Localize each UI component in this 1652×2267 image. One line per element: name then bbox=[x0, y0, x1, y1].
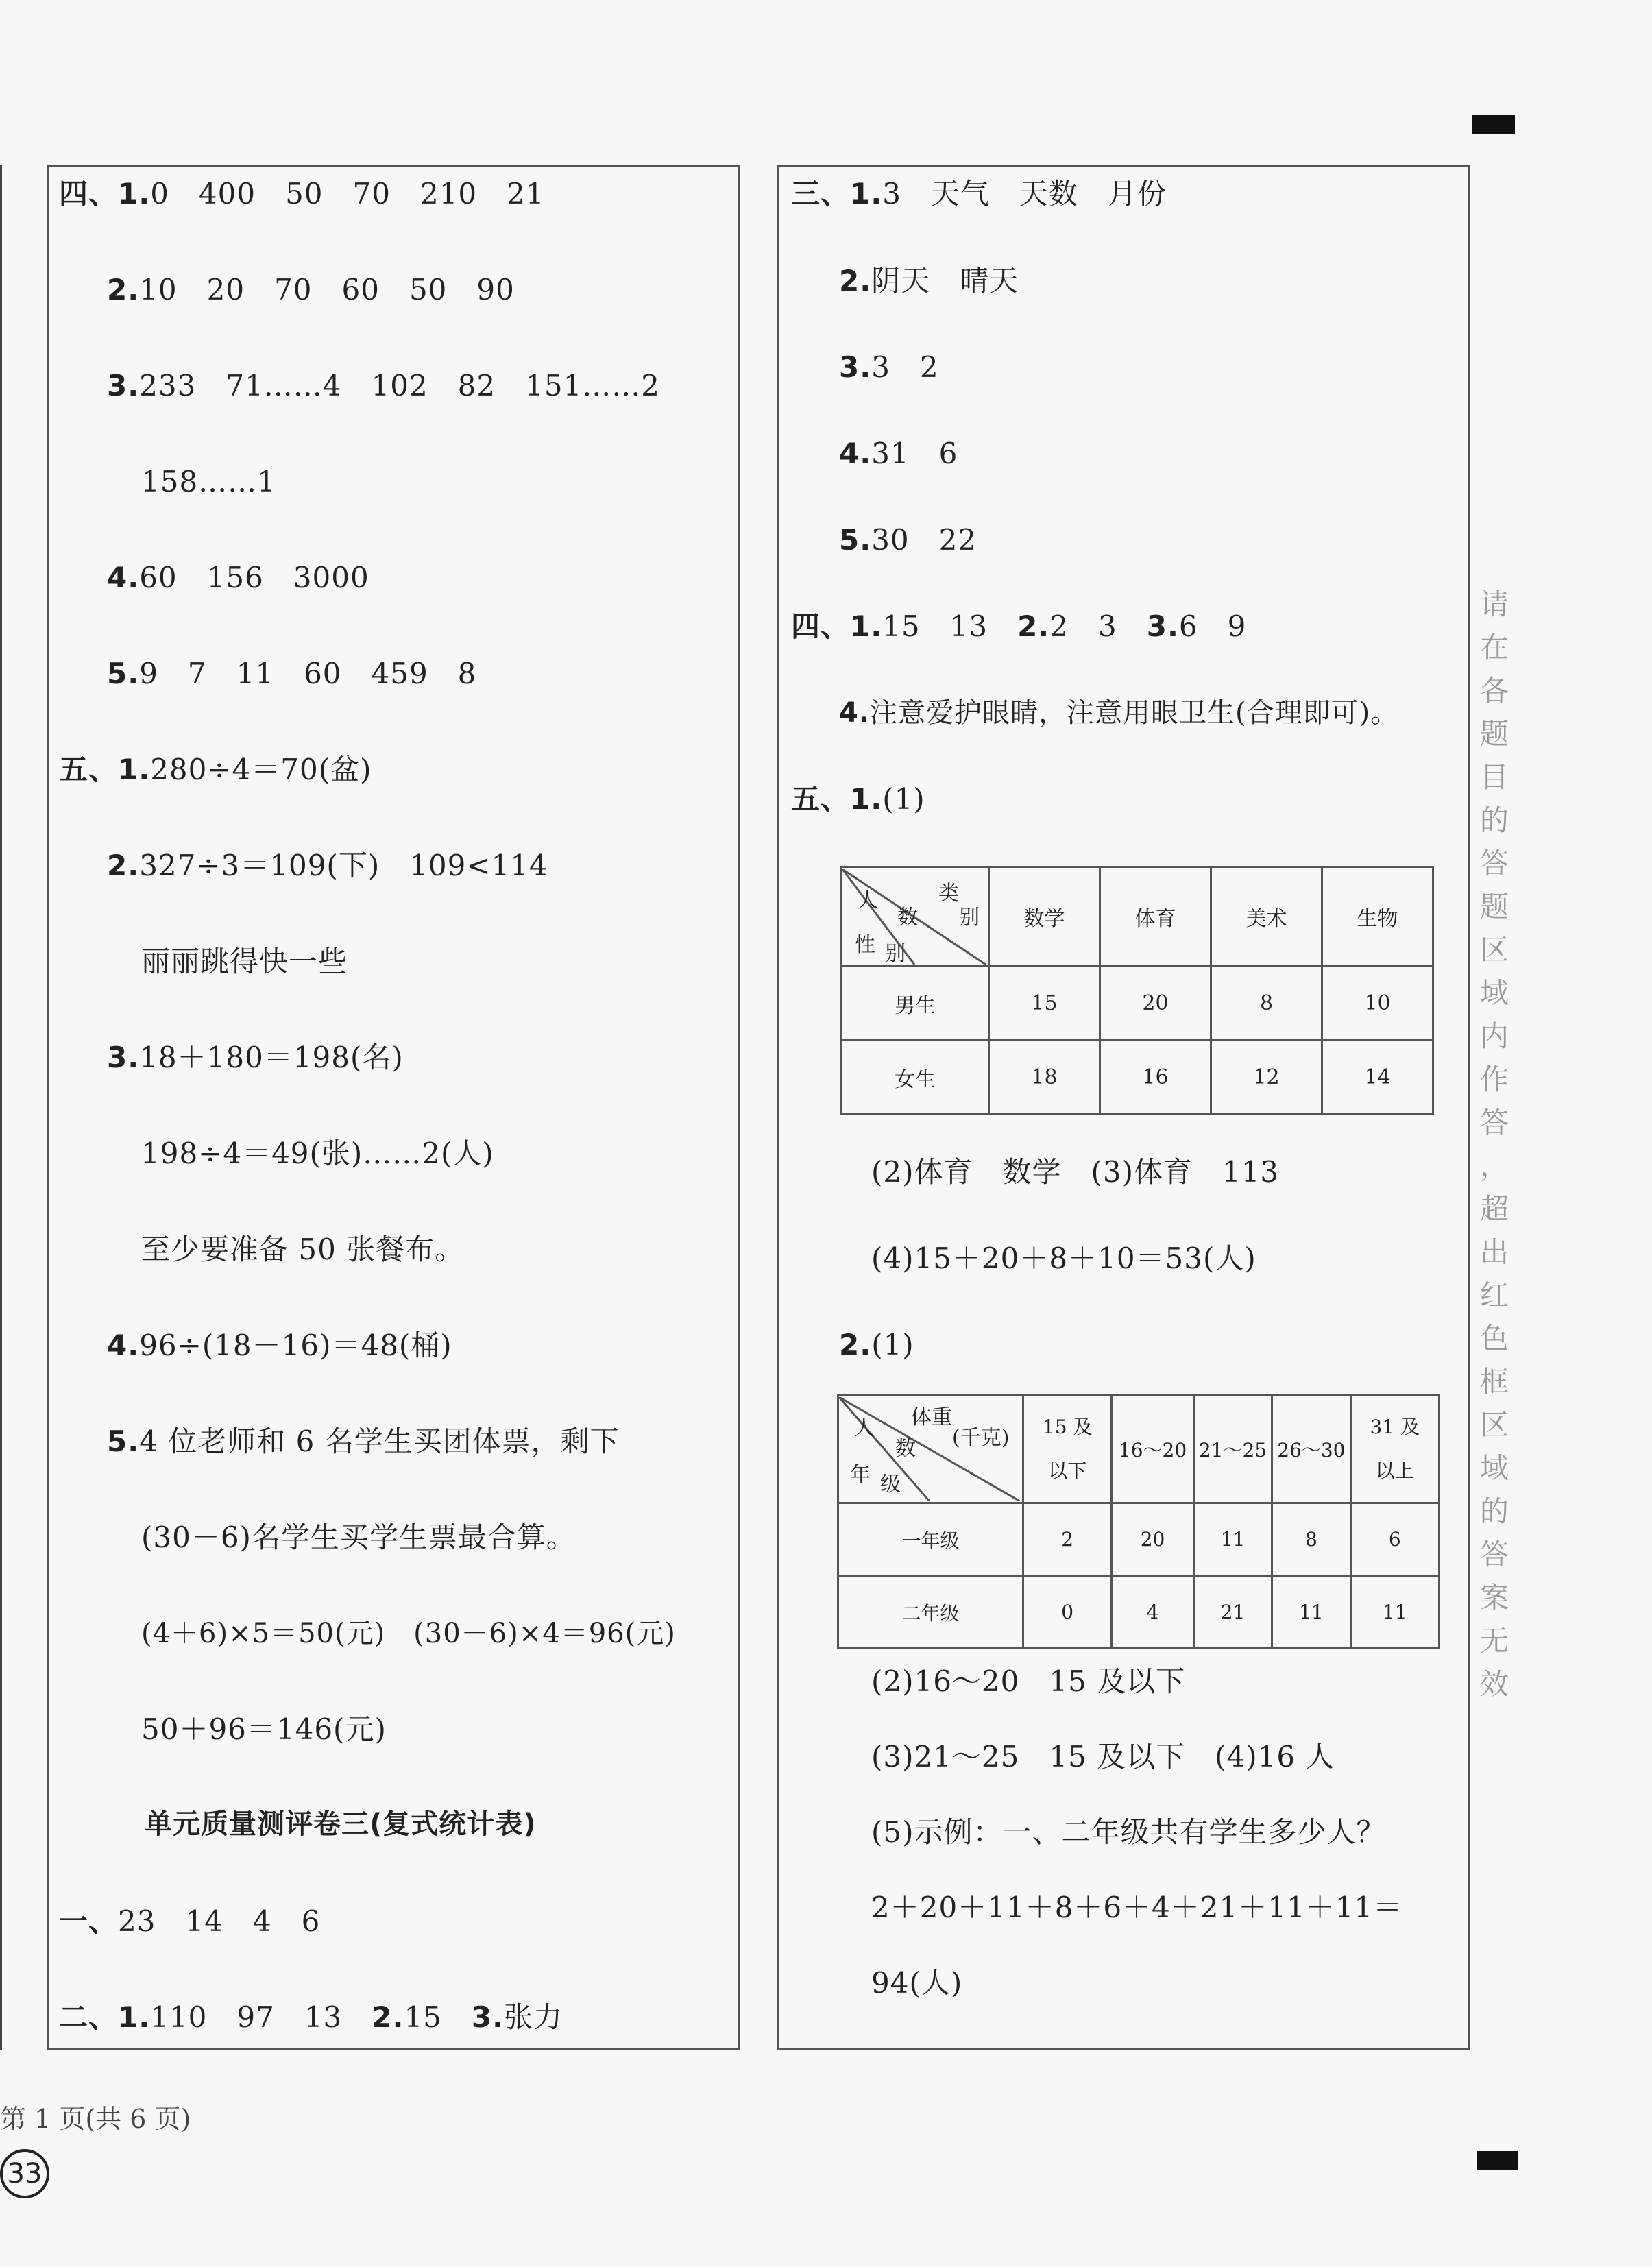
answer-line: (2)体育 数学 (3)体育 113 bbox=[871, 1155, 1280, 1189]
table-row: 男生 15 20 8 10 bbox=[842, 967, 1433, 1041]
answer-line: 四、1.15 13 2.2 3 3.6 9 bbox=[791, 609, 1247, 643]
table-row: 一年级 2 20 11 8 6 bbox=[838, 1503, 1440, 1576]
page-number-badge: 33 bbox=[0, 2149, 49, 2198]
answer-line: 5.4 位老师和 6 名学生买团体票，剩下 bbox=[107, 1425, 620, 1458]
answer-line: 2.327÷3＝109(下) 109<114 bbox=[107, 849, 548, 882]
answer-line: 一、23 14 4 6 bbox=[59, 1904, 321, 1938]
stats-table-subjects bbox=[840, 866, 1434, 1115]
answer-line: 五、1.280÷4＝70(盆) bbox=[59, 753, 372, 786]
answer-line: 3.18＋180＝198(名) bbox=[107, 1041, 404, 1074]
answer-line: 4.31 6 bbox=[839, 437, 958, 470]
answer-line: 94(人) bbox=[871, 1966, 963, 2000]
page-indicator: 第 1 页(共 6 页) bbox=[0, 2104, 191, 2134]
table-header: 生物 bbox=[1322, 867, 1433, 967]
answer-line: (2)16～20 15 及以下 bbox=[871, 1664, 1186, 1698]
answer-line: 2.阴天 晴天 bbox=[839, 264, 1019, 298]
answer-line: 二、1.110 97 13 2.15 3.张力 bbox=[59, 2000, 563, 2034]
answer-line: 2.(1) bbox=[839, 1328, 914, 1361]
unit-title: 单元质量测评卷三(复式统计表) bbox=[145, 1808, 537, 1840]
table-header: 26～30 bbox=[1272, 1395, 1350, 1503]
answer-line: (30－6)名学生买学生票最合算。 bbox=[141, 1520, 576, 1554]
stats-table-weights bbox=[837, 1394, 1440, 1649]
table-header: 数学 bbox=[989, 867, 1100, 967]
right-answer-box bbox=[777, 165, 1470, 2050]
table-corner-cell: 类 别 人 数 性 别 bbox=[842, 867, 989, 967]
answer-line: (5)示例：一、二年级共有学生多少人？ bbox=[871, 1815, 1386, 1849]
answer-line: 5.9 7 11 60 459 8 bbox=[107, 657, 477, 690]
answer-line: 158……1 bbox=[141, 465, 276, 498]
table-header: 21～25 bbox=[1193, 1395, 1272, 1503]
answer-area-notice: 请 在 各 题 目 的 答 题 区 域 内 作 答 ， 超 出 红 色 框 区 域 的 答 案 无 效 bbox=[1479, 587, 1509, 1701]
answer-line: 3.3 2 bbox=[839, 350, 939, 384]
table-corner-cell: 体重 (千克) 人 数 年 级 bbox=[838, 1395, 1023, 1503]
answer-line: 50＋96＝146(元) bbox=[141, 1712, 387, 1746]
registration-mark-bottom bbox=[1477, 2151, 1518, 2170]
answer-line: 四、1.0 400 50 70 210 21 bbox=[59, 177, 545, 210]
answer-line: 丽丽跳得快一些 bbox=[141, 945, 348, 978]
answer-line: 198÷4＝49(张)……2(人) bbox=[141, 1137, 494, 1170]
answer-line: 至少要准备 50 张餐布。 bbox=[141, 1233, 465, 1266]
answer-line: 4.96÷(18－16)＝48(桶) bbox=[107, 1329, 452, 1362]
registration-mark-top bbox=[1472, 115, 1515, 134]
table-header: 体育 bbox=[1100, 867, 1211, 967]
table-header: 美术 bbox=[1211, 867, 1322, 967]
answer-line: 五、1.(1) bbox=[791, 782, 925, 816]
table-header: 15 及 以下 bbox=[1023, 1395, 1111, 1503]
table-header: 31 及 以上 bbox=[1350, 1395, 1439, 1503]
answer-line: 3.233 71……4 102 82 151……2 bbox=[107, 369, 661, 402]
answer-line: 2＋20＋11＋8＋6＋4＋21＋11＋11＝ bbox=[871, 1891, 1403, 1924]
answer-line: (4)15＋20＋8＋10＝53(人) bbox=[871, 1241, 1256, 1275]
answer-line: 三、1.3 天气 天数 月份 bbox=[791, 177, 1167, 210]
table-row: 二年级 0 4 21 11 11 bbox=[838, 1576, 1440, 1649]
answer-line: 4.注意爱护眼睛，注意用眼卫生(合理即可)。 bbox=[839, 697, 1399, 729]
table-header: 16～20 bbox=[1112, 1395, 1193, 1503]
left-answer-box bbox=[47, 165, 740, 2050]
answer-line: 4.60 156 3000 bbox=[107, 561, 369, 594]
table-row: 女生 18 16 12 14 bbox=[842, 1041, 1433, 1115]
answer-line: 2.10 20 70 60 50 90 bbox=[107, 273, 515, 306]
answer-line: (3)21～25 15 及以下 (4)16 人 bbox=[871, 1740, 1335, 1773]
answer-line: (4＋6)×5＝50(元) (30－6)×4＝96(元) bbox=[141, 1618, 676, 1649]
left-edge-line bbox=[0, 165, 2, 2050]
answer-line: 5.30 22 bbox=[839, 523, 977, 557]
